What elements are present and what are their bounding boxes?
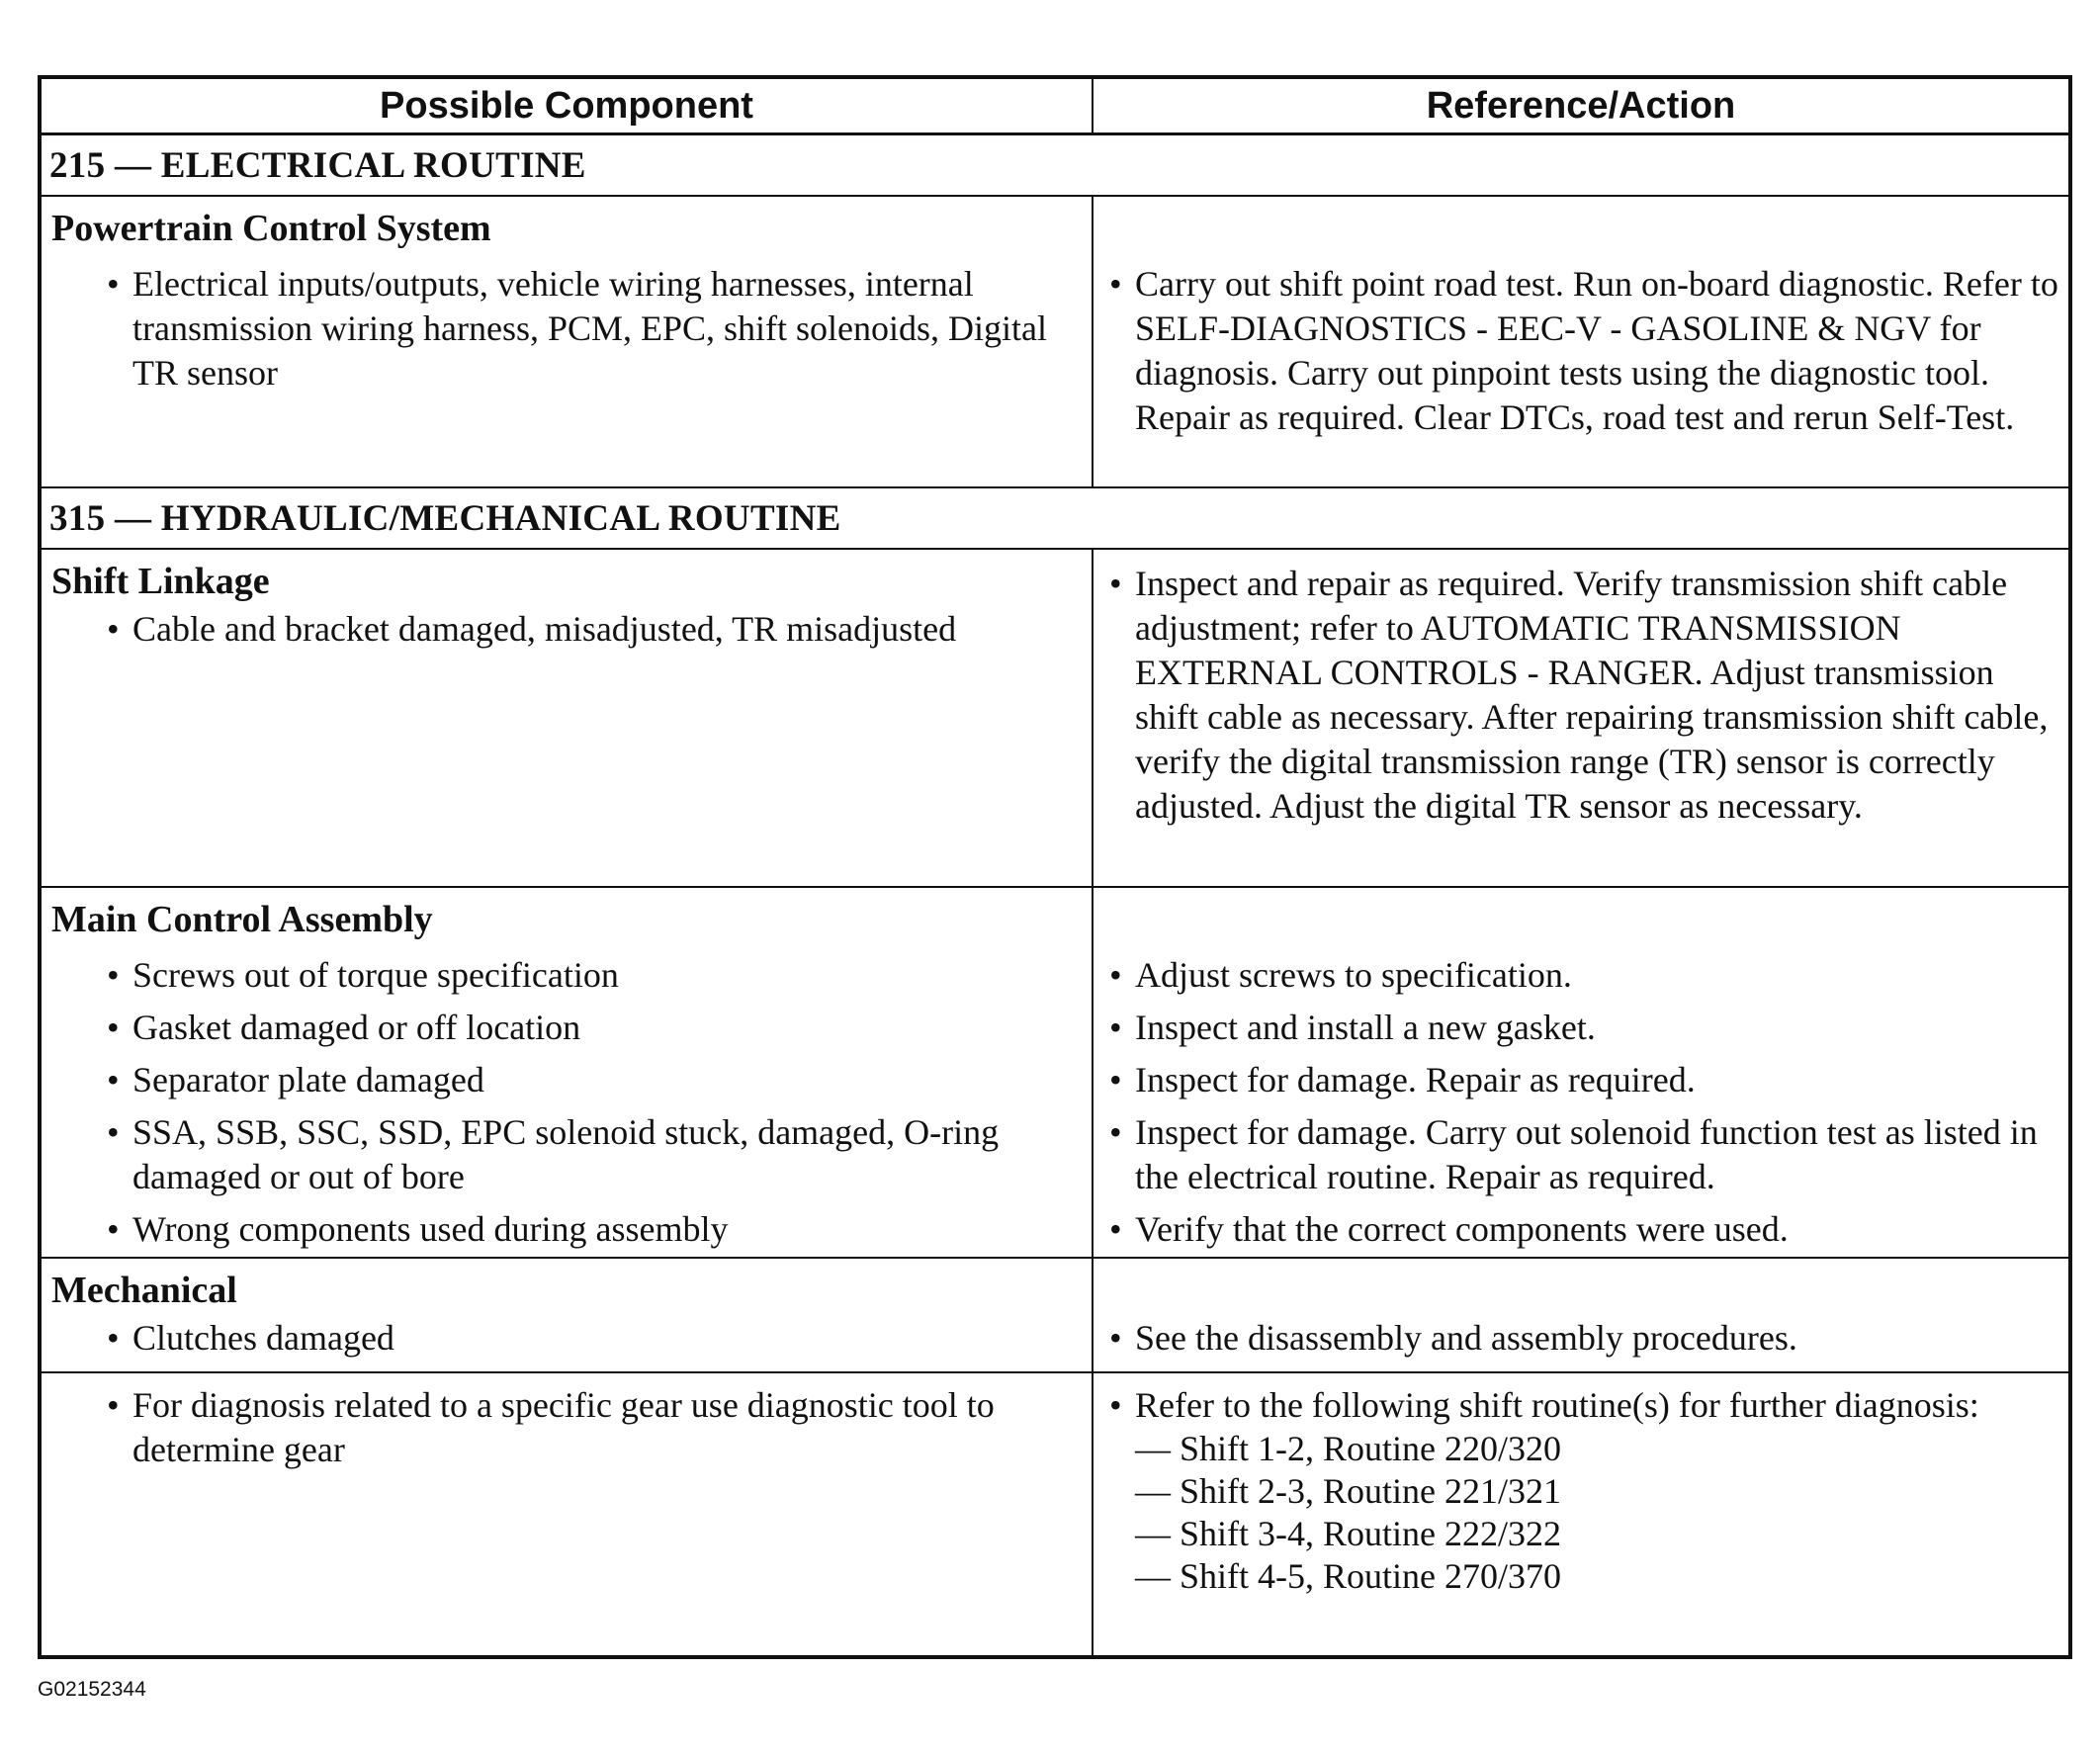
table-row-shift-linkage	[40, 549, 2070, 887]
component-cell-main-control	[40, 887, 1093, 1258]
component-item: • Electrical inputs/outputs, vehicle wiring harnesses, internal transmission wiring harness, PCM, EPC, shift solenoids, Digital TR sensor	[42, 262, 1092, 396]
group-title-powertrain: Powertrain Control System	[51, 208, 491, 249]
action-cell-main-control	[1093, 887, 2070, 1258]
component-item: • Screws out of torque specification	[42, 953, 1092, 998]
group-title-main-control: Main Control Assembly	[51, 899, 433, 940]
table-row-specific-gear	[40, 1372, 2070, 1657]
component-cell-specific-gear	[40, 1372, 1093, 1657]
group-title-mechanical: Mechanical	[51, 1270, 237, 1311]
action-item: • Inspect for damage. Repair as required.	[1094, 1058, 2068, 1102]
component-item: • Gasket damaged or off location	[42, 1006, 1092, 1050]
figure-code: G02152344	[38, 1678, 146, 1701]
table-header-row	[40, 77, 2070, 134]
action-item: • Refer to the following shift routine(s) for further diagnosis:	[1094, 1383, 2068, 1428]
action-item: • Inspect and install a new gasket.	[1094, 1006, 2068, 1050]
section-title-hydraulic: 315 — HYDRAULIC/MECHANICAL ROUTINE	[40, 487, 2070, 549]
component-item: • Clutches damaged	[42, 1316, 1092, 1361]
table-row-main-control	[40, 887, 2070, 1258]
component-cell-mechanical	[40, 1258, 1093, 1372]
component-cell-shift-linkage	[40, 549, 1093, 887]
action-item: • Inspect for damage. Carry out solenoid function test as listed in the electrical routine. Repair as required.	[1094, 1110, 2068, 1199]
action-cell-specific-gear	[1093, 1372, 2070, 1657]
action-item: • Verify that the correct components were used.	[1094, 1207, 2068, 1252]
routine-item: — Shift 1-2, Routine 220/320	[1135, 1429, 1561, 1468]
action-item: • Adjust screws to specification.	[1094, 953, 2068, 998]
action-cell-mechanical	[1093, 1258, 2070, 1372]
section-row-electrical	[40, 134, 2070, 197]
section-title-electrical: 215 — ELECTRICAL ROUTINE	[40, 134, 2070, 197]
component-item: • Wrong components used during assembly	[42, 1207, 1092, 1252]
column-header-component: Possible Component	[40, 77, 1093, 134]
diagnostic-table	[38, 75, 2072, 1659]
action-cell-powertrain	[1093, 196, 2070, 487]
routine-item: — Shift 2-3, Routine 221/321	[1135, 1471, 1561, 1511]
routine-item: — Shift 4-5, Routine 270/370	[1135, 1556, 1561, 1596]
component-item: • SSA, SSB, SSC, SSD, EPC solenoid stuck, damaged, O-ring damaged or out of bore	[42, 1110, 1092, 1199]
table-row-mechanical	[40, 1258, 2070, 1372]
action-item: • See the disassembly and assembly procedures.	[1094, 1316, 2068, 1361]
component-item: • Separator plate damaged	[42, 1058, 1092, 1102]
table-row-powertrain	[40, 196, 2070, 487]
component-item: • Cable and bracket damaged, misadjusted, TR misadjusted	[42, 607, 1092, 652]
action-cell-shift-linkage	[1093, 549, 2070, 887]
action-item: • Inspect and repair as required. Verify transmission shift cable adjustment; refer to AUTOMATIC TRANSMISSION EXTERNAL CONTROLS - RANGER. Adjust transmission shift cable as necessary. After repairing transmission shift cable, verify the digital transmission range (TR) sensor is correctly adjusted. Adjust the digital TR sensor as necessary.	[1094, 562, 2068, 829]
component-item: • For diagnosis related to a specific gear use diagnostic tool to determine gear	[42, 1383, 1092, 1472]
component-cell-powertrain	[40, 196, 1093, 487]
section-row-hydraulic	[40, 487, 2070, 549]
column-header-action: Reference/Action	[1093, 77, 2070, 134]
group-title-shift-linkage: Shift Linkage	[51, 561, 270, 602]
routine-item: — Shift 3-4, Routine 222/322	[1135, 1514, 1561, 1553]
action-item: • Carry out shift point road test. Run on-board diagnostic. Refer to SELF-DIAGNOSTICS - EEC-V - GASOLINE & NGV for diagnosis. Carry out pinpoint tests using the diagnostic tool. Repair as required. Clear DTCs, road test and rerun Self-Test.	[1094, 262, 2068, 440]
